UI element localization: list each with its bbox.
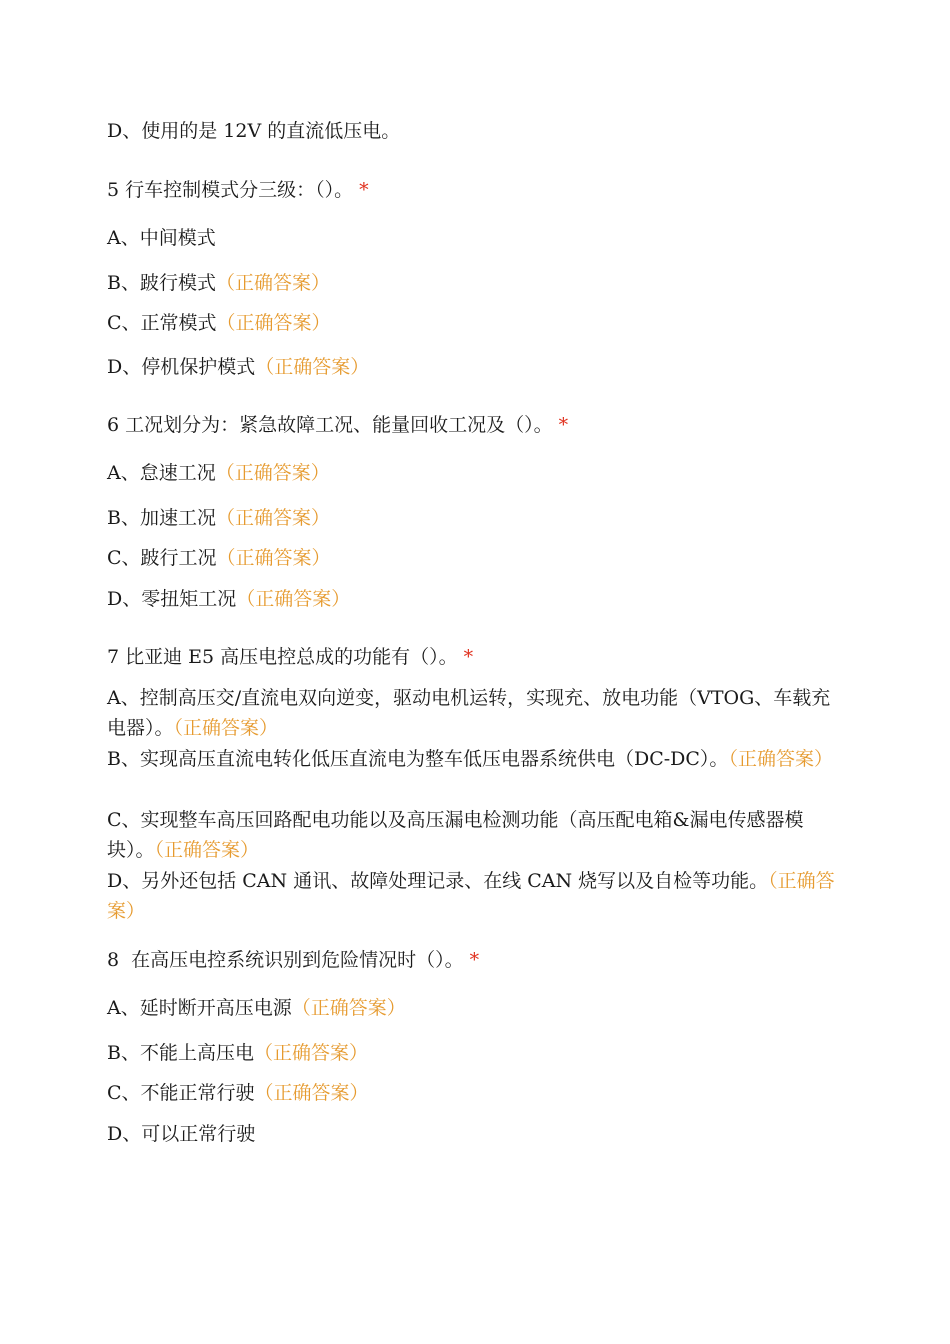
q5-question [107, 175, 369, 205]
option-text: A、中间模式 [107, 227, 216, 249]
q5-option-d [107, 352, 369, 382]
q5-option-a [107, 223, 216, 253]
q7-option-d [107, 866, 842, 926]
q7-option-a [107, 683, 842, 743]
question-text: 5 行车控制模式分三级：（）。 [107, 179, 354, 201]
correct-answer-tag: （正确答案） [254, 1082, 369, 1104]
correct-answer-tag: （正确答案） [291, 997, 406, 1019]
q6-question [107, 410, 568, 440]
q7-question [107, 642, 473, 672]
correct-answer-tag: （正确答案） [216, 547, 331, 569]
option-text: C、跛行工况 [107, 547, 217, 569]
correct-answer-tag: （正确答案） [215, 272, 330, 294]
correct-answer-tag: （正确答案） [215, 507, 330, 529]
required-asterisk: * [469, 949, 480, 971]
correct-answer-tag: （正确答案） [154, 839, 260, 861]
q6-option-a [107, 458, 330, 488]
option-text: A、控制高压交/直流电双向逆变，驱动电机运转，实现充、放电功能（VTOG、车载充电器）。 [107, 687, 831, 739]
correct-answer-tag: （正确答案） [173, 717, 279, 739]
option-text: D、停机保护模式 [107, 356, 256, 378]
q7-option-c [107, 805, 842, 865]
q8-option-d [107, 1119, 255, 1149]
q5-option-b [107, 268, 330, 298]
option-text: D、可以正常行驶 [107, 1123, 256, 1145]
q8-option-a [107, 993, 406, 1023]
option-text: A、怠速工况 [107, 462, 216, 484]
option-text: D、使用的是 12V 的直流低压电。 [107, 120, 401, 142]
correct-answer-tag: （正确答案） [107, 870, 835, 922]
q6-option-c [107, 543, 331, 573]
required-asterisk: * [463, 646, 474, 668]
correct-answer-tag: （正确答案） [216, 312, 331, 334]
correct-answer-tag: （正确答案） [728, 748, 833, 770]
q8-option-b [107, 1038, 368, 1068]
option-text: B、不能上高压电 [107, 1042, 254, 1064]
q8-option-c [107, 1078, 369, 1108]
option-text: A、延时断开高压电源 [107, 997, 292, 1019]
required-asterisk: * [558, 414, 569, 436]
q4-option-d [107, 116, 400, 146]
q6-option-d [107, 584, 350, 614]
option-text: C、正常模式 [107, 312, 217, 334]
correct-answer-tag: （正确答案） [253, 1042, 368, 1064]
option-text: D、另外还包括 CAN 通讯、故障处理记录、在线 CAN 烧写以及自检等功能。 [107, 870, 769, 892]
required-asterisk: * [359, 179, 369, 201]
option-text: C、不能正常行驶 [107, 1082, 255, 1104]
q6-option-b [107, 503, 330, 533]
q8-question [107, 945, 479, 975]
correct-answer-tag: （正确答案） [255, 356, 370, 378]
option-text: C、实现整车高压回路配电功能以及高压漏电检测功能（高压配电箱&漏电传感器模块）。 [107, 809, 804, 861]
correct-answer-tag: （正确答案） [215, 462, 330, 484]
question-text: 7 比亚迪 E5 高压电控总成的功能有（）。 [107, 646, 458, 668]
option-text: D、零扭矩工况 [107, 588, 237, 610]
question-text: 6 工况划分为：紧急故障工况、能量回收工况及（）。 [107, 414, 553, 436]
option-text: B、跛行模式 [107, 272, 216, 294]
q5-option-c [107, 308, 331, 338]
q7-option-b [107, 744, 842, 774]
option-text: B、加速工况 [107, 507, 216, 529]
correct-answer-tag: （正确答案） [236, 588, 351, 610]
question-text: 8 在高压电控系统识别到危险情况时（）。 [107, 949, 464, 971]
option-text: B、实现高压直流电转化低压直流电为整车低压电器系统供电（DC-DC）。 [107, 748, 729, 770]
